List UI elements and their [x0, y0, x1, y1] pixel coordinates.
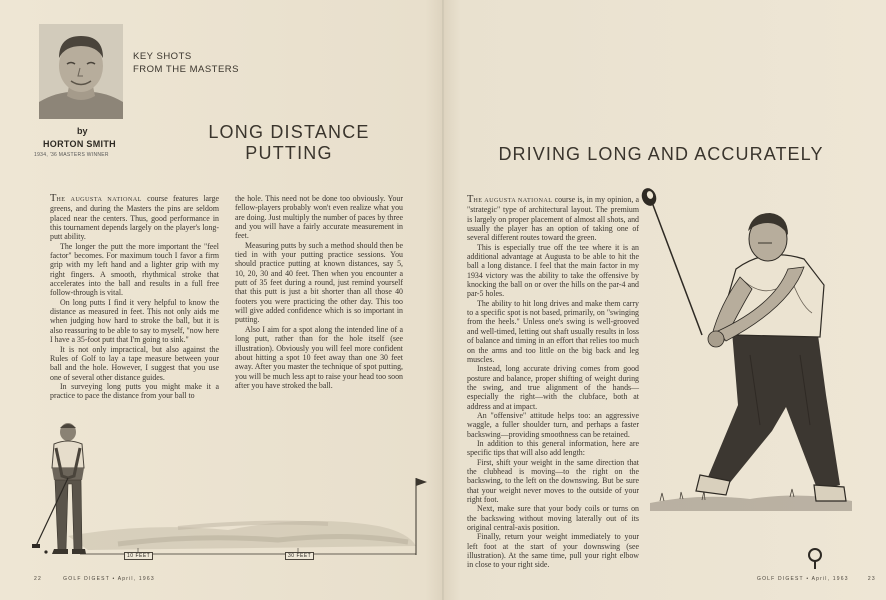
right-article-title: DRIVING LONG AND ACCURATELY	[498, 144, 824, 164]
driving-illustration	[640, 185, 860, 525]
kicker-line-1: KEY SHOTS	[133, 51, 192, 62]
paragraph: In surveying long putts you might make it a practice to pace the distance from your ball to	[50, 381, 219, 401]
paragraph: An "offensive" attitude helps too: an aggressive waggle, a fuller shoulder turn, and perhaps a faster backswing—providing smoothness can be retained.	[467, 410, 639, 439]
byline-by: by	[77, 126, 88, 136]
author-name: HORTON SMITH	[43, 139, 116, 149]
author-photo	[39, 24, 123, 119]
paragraph: It is not only impractical, but also against the Rules of Golf to lay a tape measure between your ball and the hole. However, I suggest that you use one of several other distance guides.	[50, 344, 219, 382]
left-title-line-2: PUTTING	[245, 143, 333, 163]
paragraph: This is especially true off the tee where it is an additional advantage at Augusta to be able to hit the ball a long distance. I feel that the main factor in my 1934 victory was the ability to take the offensive by knocking the ball on or over the hills on the par-4 and par-5 holes.	[467, 242, 639, 299]
paragraph: First, shift your weight in the same direction that the clubhead is moving—to the right on the backswing, to the left on the downswing. But be sure that your weight never moves to the outside of your right foot.	[467, 457, 639, 504]
putting-illustration	[28, 418, 428, 563]
footer-right	[757, 576, 876, 582]
footer-left	[34, 576, 155, 582]
small-caps-lead: HE AUGUSTA NATIONAL	[473, 197, 553, 204]
footer-left-text: GOLF DIGEST • April, 1963	[63, 576, 155, 582]
marker-10-feet: 10 FEET	[124, 552, 153, 560]
golf-ball-ornament	[808, 548, 822, 570]
series-kicker	[133, 50, 239, 76]
paragraph: In addition to this general information, here are specific tips that will also add length:	[467, 438, 639, 458]
paragraph: Also I aim for a spot along the intended line of a long putt, rather than for the hole itself (see illustration). Obviously you will feel more confident about hitting a spot 10 feet away than one 30 feet away. After you master the technique of spot putting, you will be much less apt to raise your head too soon after you have stroked the ball.	[235, 324, 403, 390]
page-number-right: 23	[867, 576, 876, 582]
paragraph: The ability to hit long drives and make them carry to a specific spot is not based, primarily, on "swinging from the heels." Unless one's swing is well-grooved and well-timed, letting out shaft usually results in loss of balance and timing in an effort that relies too much on the arms and too little on the big back and leg muscles.	[467, 298, 639, 364]
paragraph: Finally, return your weight immediately to your left foot at the start of your downswing (see illustration). At the same time, pull your right elbow in close to your right side.	[467, 532, 639, 570]
paragraph: The longer the putt the more important the "feel factor" becomes. For maximum touch I favor a firm grip with my left hand and a lighter grip with my right fingers. A smooth, rhythmical stroke that accelerates into the ball and results in a full free follow-through is vital.	[50, 241, 219, 298]
paragraph: Next, make sure that your body coils or turns on the backswing without moving laterally out of its original central-axis position.	[467, 504, 639, 533]
drop-cap: T	[467, 194, 474, 205]
marker-30-feet: 30 FEET	[285, 552, 314, 560]
drop-cap: T	[50, 193, 57, 204]
paragraph-text: course is, in my opinion, a "strategic" type of architectural layout. The premium is largely on proper placement of almost all shots, and usually the player has an option of taking one of several different routes toward the green.	[467, 195, 639, 243]
footer-right-text: GOLF DIGEST • April, 1963	[757, 576, 849, 582]
author-credit: 1934, '36 MASTERS WINNER	[34, 152, 109, 158]
left-column-2	[235, 194, 403, 390]
paragraph-text: course features large greens, and during the Masters the pins are seldom placed near the centers. Thus, good performance in this tournament depends largely on the player's long-putt ability.	[50, 194, 219, 242]
paragraph: Measuring putts by such a method should then be tied in with your putting practice sessions. You should practice putting at known distances, say 5, 10, 20, 30 and 40 feet. Then when you encounter a putt of 35 feet during a round, just remind yourself that this putt is just a bit shorter than all those 40 footers you were practicing the other day. This too will give added confidence which is so important in putting.	[235, 240, 403, 325]
paragraph: On long putts I find it very helpful to know the distance as measured in feet. This not only aids me when judging how hard to stroke the ball, but it is also reassuring to be able to say to myself, "now here I have a 35-foot putt that I'm going to sink."	[50, 297, 219, 345]
page-number-left: 22	[34, 576, 42, 582]
kicker-line-2: FROM THE MASTERS	[133, 64, 239, 75]
paragraph: Instead, long accurate driving comes from good posture and balance, proper shifting of weight during the swing, and true alignment of the hands—especially the right—with the clubface, both at address and at impact.	[467, 364, 639, 411]
paragraph	[50, 194, 219, 242]
small-caps-lead: HE AUGUSTA NATIONAL	[56, 196, 142, 203]
left-article-title	[186, 122, 392, 164]
right-column	[467, 195, 639, 570]
paragraph: the hole. This need not be done too obviously. Your fellow-players probably won't even realize what you are doing. Just multiply the number of paces by three and you will have a fairly accurate measurement in feet.	[235, 194, 403, 241]
paragraph	[467, 195, 639, 243]
left-column-1	[50, 194, 219, 401]
left-title-line-1: LONG DISTANCE	[208, 122, 370, 142]
page-fold	[442, 0, 444, 600]
